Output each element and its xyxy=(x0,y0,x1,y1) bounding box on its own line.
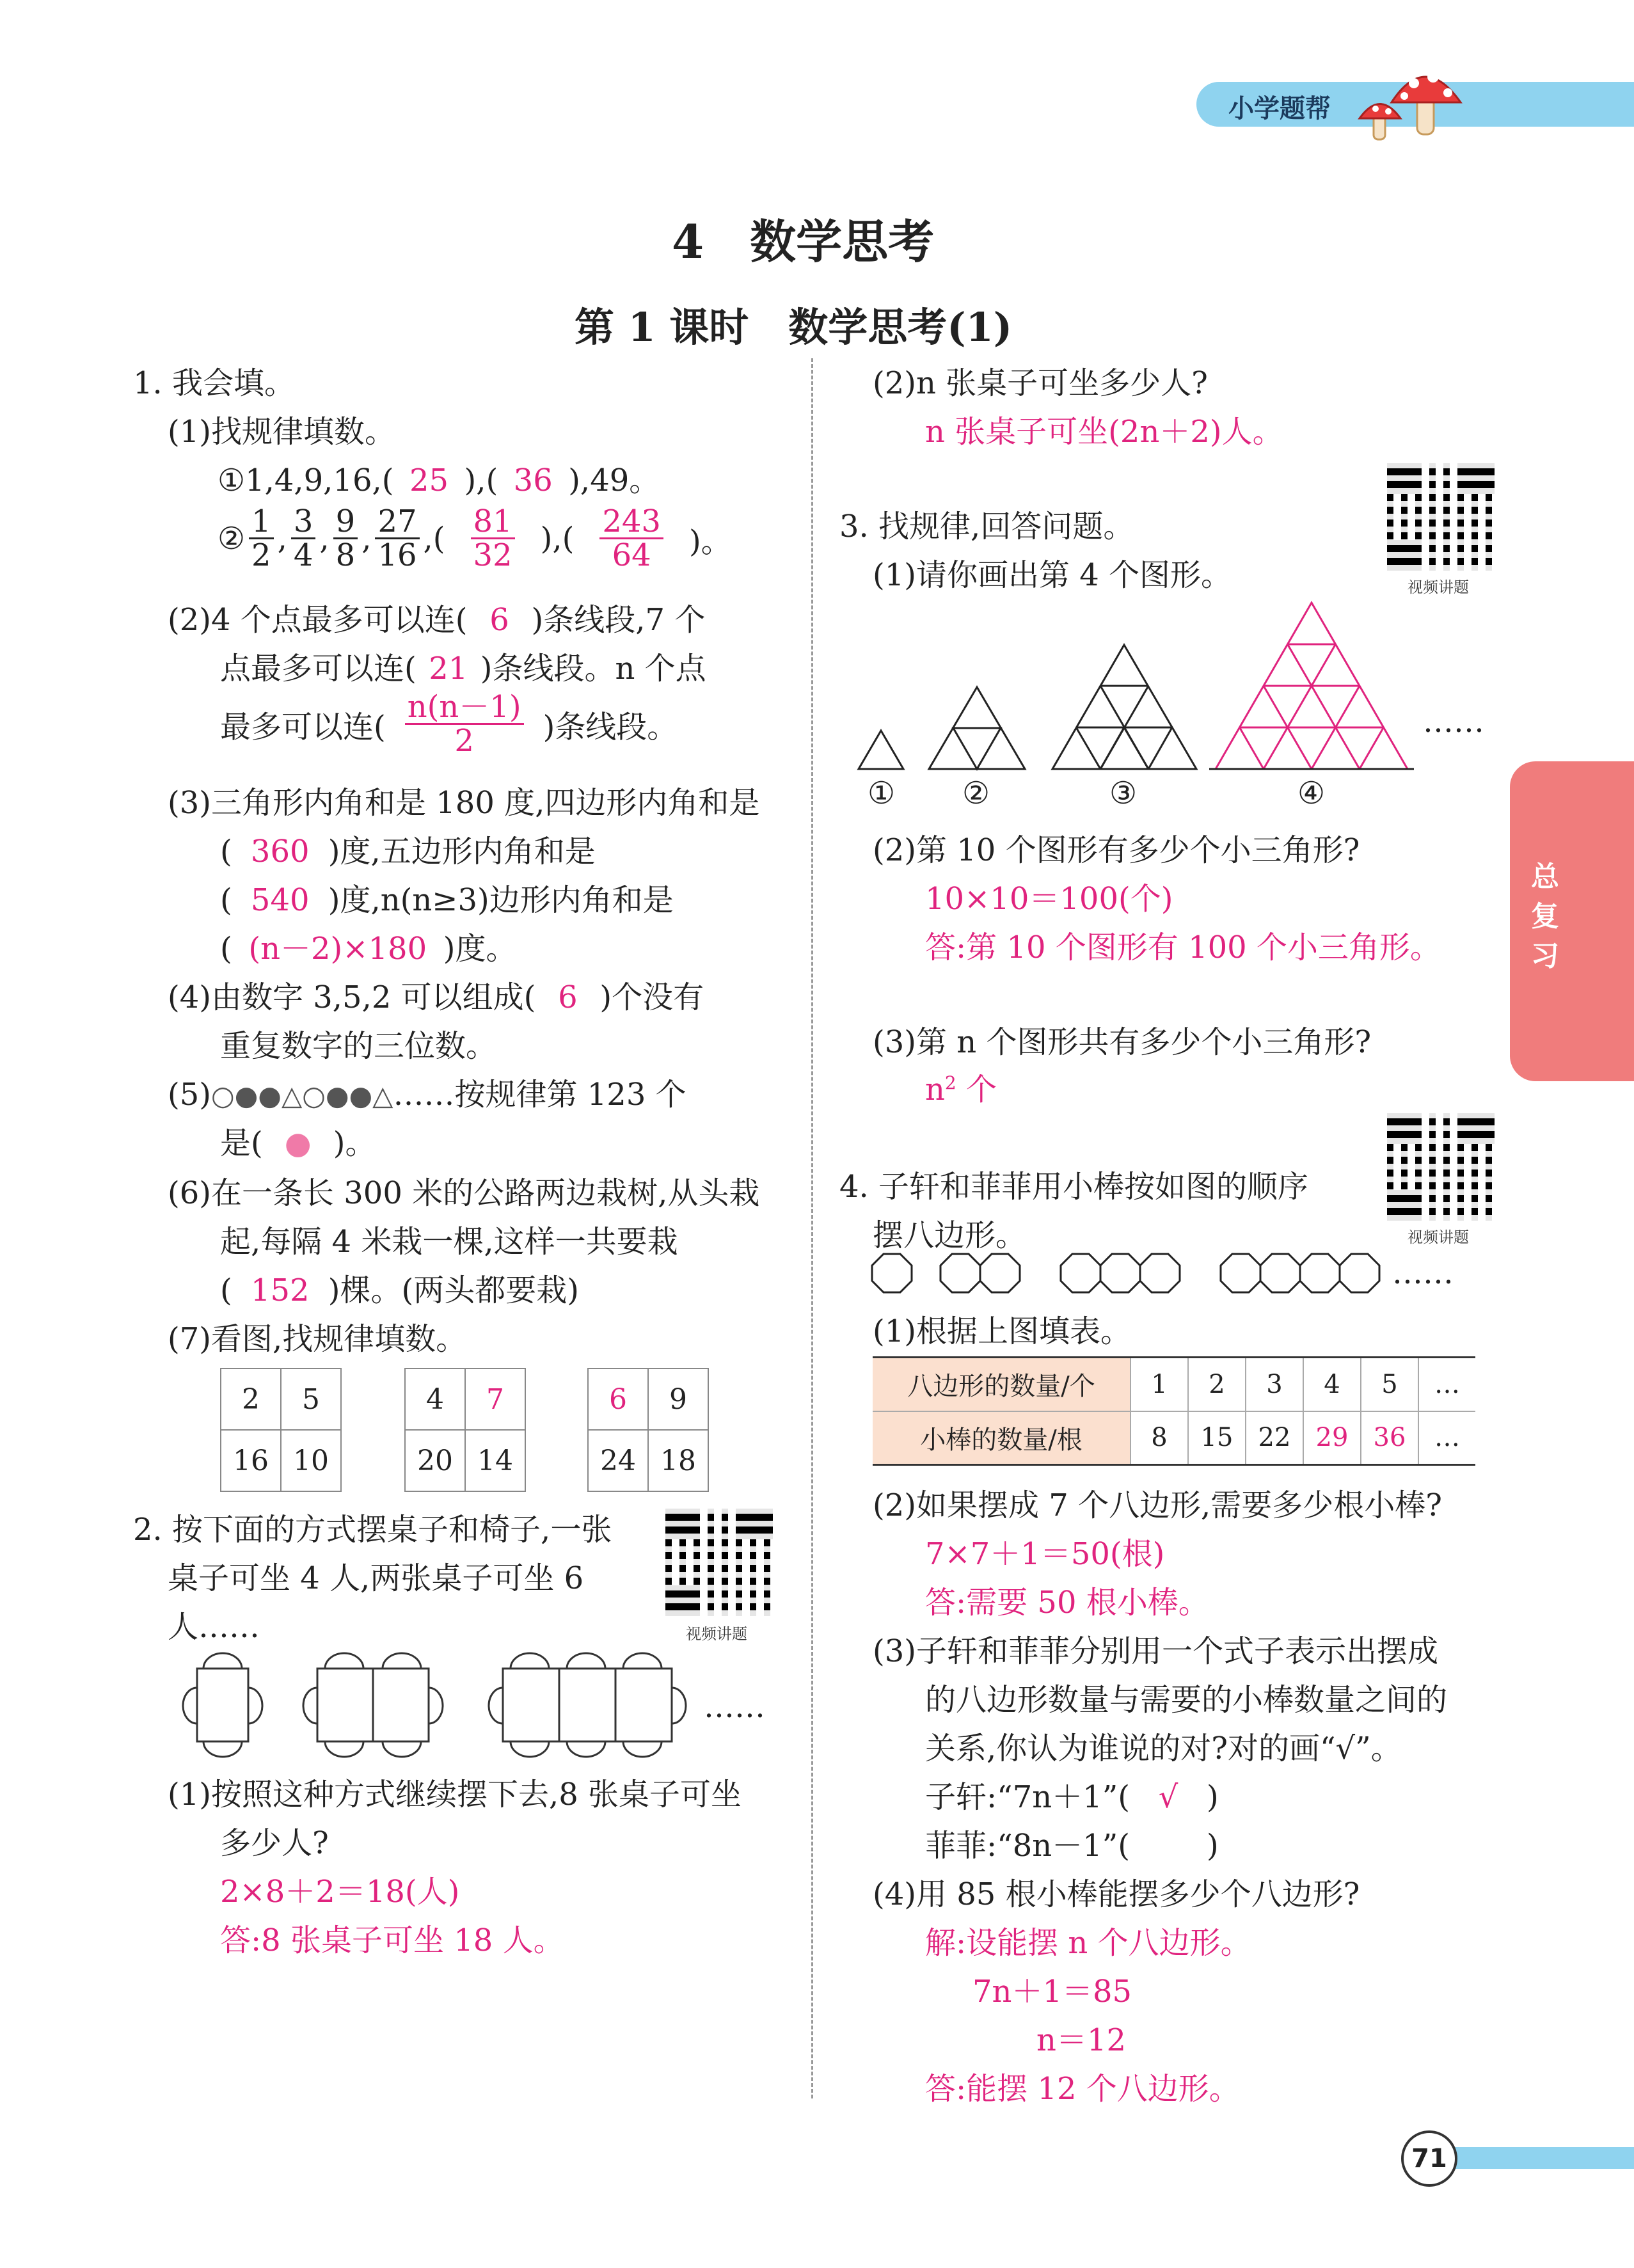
answer: (n－2)×180 xyxy=(248,931,427,967)
column-divider xyxy=(811,358,813,2098)
answer: ● xyxy=(284,1125,312,1161)
q3-ellipsis: …… xyxy=(1423,704,1484,740)
q4-p2-answer: 答:需要 50 根小棒。 xyxy=(925,1585,1209,1621)
answer: 36 xyxy=(513,463,553,498)
q1-p5-line1: (5)○●●△○●●△……按规律第 123 个 xyxy=(168,1077,686,1113)
answer-fraction: $\frac{81}{32}$ xyxy=(471,505,515,572)
q4-line2: 摆八边形。 xyxy=(873,1217,1027,1253)
q4-p4-answer: 答:能摆 12 个八边形。 xyxy=(925,2071,1240,2107)
triangle-figures xyxy=(851,589,1478,787)
q4-p3-feifei: 菲菲:“8n－1”( ) xyxy=(925,1828,1219,1864)
table-cell: 3 xyxy=(1246,1358,1303,1411)
q4-p4-label: (4)用 85 根小棒能摆多少个八边形? xyxy=(873,1876,1360,1912)
table-cell: 5 xyxy=(1361,1358,1418,1411)
q1-p6-line2: 起,每隔 4 米栽一棵,这样一共要栽 xyxy=(220,1224,678,1260)
q4-p2-label: (2)如果摆成 7 个八边形,需要多少根小棒? xyxy=(873,1487,1443,1523)
q4-line1: 4. 子轩和菲菲用小棒按如图的顺序 xyxy=(839,1169,1309,1205)
q2-p1-line1: (1)按照这种方式继续摆下去,8 张桌子可坐 xyxy=(168,1777,742,1812)
shape-pattern: ○●●△○●●△ xyxy=(211,1080,393,1111)
answer: 540 xyxy=(250,882,310,918)
qr-code[interactable] xyxy=(1387,1113,1495,1221)
qr-caption: 视频讲题 xyxy=(686,1625,747,1643)
q4-p2-work: 7×7＋1＝50(根) xyxy=(925,1536,1165,1572)
q1-p1-seq1: ①1,4,9,16,( 25 ),( 36 ),49。 xyxy=(218,463,660,498)
table-cell: 36 xyxy=(1361,1411,1418,1465)
q2-p1-line2: 多少人? xyxy=(220,1825,329,1861)
q4-p4-step2: 7n＋1＝85 xyxy=(972,1974,1132,2010)
q4-p3-line2: 的八边形数量与需要的小棒数量之间的 xyxy=(925,1682,1448,1718)
fig-label-1: ① xyxy=(868,775,896,811)
side-tab-label: 总 复 习 xyxy=(1531,860,1559,972)
q1-p1-label: (1)找规律填数。 xyxy=(168,414,395,450)
q3-p2-work: 10×10＝100(个) xyxy=(925,881,1173,917)
table-cell: 29 xyxy=(1303,1411,1361,1465)
fig-label-3: ③ xyxy=(1109,775,1138,811)
table-cell: 22 xyxy=(1246,1411,1303,1465)
q1-p1-seq2: ② $\frac{1}{2}$ , $\frac{3}{4}$ , $\frac{9}{8}$ , $\frac{27}{16}$ ,( $\frac{81}{32}$ ),( $\frac{243}{64}$ )。 xyxy=(218,504,732,574)
answer-fraction: $\frac{n(n-1)}{2}$ xyxy=(405,691,524,757)
answer: 21 xyxy=(429,651,468,686)
q4-p1: (1)根据上图填表。 xyxy=(873,1313,1131,1349)
q1-p4-line1: (4)由数字 3,5,2 可以组成( 6 )个没有 xyxy=(168,979,704,1015)
qr-caption: 视频讲题 xyxy=(1408,1228,1469,1246)
mushroom-icon xyxy=(1353,58,1468,147)
table-cell: 2 xyxy=(1188,1358,1246,1411)
q4-p4-step1: 解:设能摆 n 个八边形。 xyxy=(925,1925,1251,1961)
qr-caption: 视频讲题 xyxy=(1408,578,1469,596)
page-number: 71 xyxy=(1401,2130,1457,2187)
q1-p2-line3: 最多可以连( $\frac{n(n-1)}{2}$ )条线段。 xyxy=(220,689,678,759)
fig-label-2: ② xyxy=(962,775,990,811)
table-cell: 4 xyxy=(1303,1358,1361,1411)
table-cell: 15 xyxy=(1188,1411,1246,1465)
q3-p2-label: (2)第 10 个图形有多少个小三角形? xyxy=(873,832,1360,868)
chapter-title: 4 数学思考 xyxy=(672,214,935,269)
q4-p4-step3: n＝12 xyxy=(1036,2022,1126,2058)
table-cell: 8 xyxy=(1130,1411,1188,1465)
brand-label: 小学题帮 xyxy=(1228,94,1331,123)
qr-code[interactable] xyxy=(665,1509,773,1616)
check-mark: √ xyxy=(1158,1779,1178,1815)
table-cell: … xyxy=(1418,1411,1475,1465)
answer: 360 xyxy=(250,834,310,869)
q1-p3-line1: (3)三角形内角和是 180 度,四边形内角和是 xyxy=(168,785,760,821)
table-header: 八边形的数量/个 xyxy=(873,1358,1130,1411)
q2-line2: 桌子可坐 4 人,两张桌子可坐 6 xyxy=(168,1560,584,1596)
q1-p2-line2: 点最多可以连( 21 )条线段。n 个点 xyxy=(220,651,706,686)
q3-p1: (1)请你画出第 4 个图形。 xyxy=(873,557,1232,593)
table-cell: 1 xyxy=(1130,1358,1188,1411)
answer-fraction: $\frac{243}{64}$ xyxy=(599,505,663,572)
number-grid-1: 2 5 16 10 xyxy=(220,1368,342,1492)
q1-p7-label: (7)看图,找规律填数。 xyxy=(168,1321,467,1357)
q4-p3-line3: 关系,你认为谁说的对?对的画“√”。 xyxy=(925,1731,1402,1766)
q1-p4-line2: 重复数字的三位数。 xyxy=(220,1028,497,1064)
q1-title: 1. 我会填。 xyxy=(133,365,296,401)
octagon-table xyxy=(873,1356,1475,1466)
q4-ellipsis: …… xyxy=(1392,1255,1454,1291)
answer: 152 xyxy=(250,1273,310,1308)
q1-p5-line2: 是( ● )。 xyxy=(220,1125,376,1161)
q2-ellipsis: …… xyxy=(704,1689,765,1725)
q4-p3-line1: (3)子轩和菲菲分别用一个式子表示出摆成 xyxy=(873,1633,1438,1669)
answer: 6 xyxy=(489,602,509,638)
q2-p2-label: (2)n 张桌子可坐多少人? xyxy=(873,365,1208,401)
qr-code[interactable] xyxy=(1387,463,1495,571)
q1-p6-line3: ( 152 )棵。(两头都要栽) xyxy=(220,1273,579,1308)
octagon-figures xyxy=(870,1248,1433,1299)
q3-title: 3. 找规律,回答问题。 xyxy=(839,509,1134,544)
fig-label-4: ④ xyxy=(1297,775,1326,811)
tables-and-chairs-figure xyxy=(179,1651,793,1759)
answer: 25 xyxy=(409,463,449,498)
lesson-title: 第 1 课时 数学思考(1) xyxy=(575,304,1013,351)
q2-p2-answer: n 张桌子可坐(2n＋2)人。 xyxy=(925,414,1283,450)
number-grid-3: 6 9 24 18 xyxy=(587,1368,709,1492)
q2-line1: 2. 按下面的方式摆桌子和椅子,一张 xyxy=(133,1512,612,1548)
q1-p6-line1: (6)在一条长 300 米的公路两边栽树,从头栽 xyxy=(168,1175,760,1211)
q2-line3: 人…… xyxy=(168,1609,260,1645)
q2-p1-work: 2×8＋2＝18(人) xyxy=(220,1874,460,1910)
answer: 6 xyxy=(558,979,578,1015)
table-header: 小棒的数量/根 xyxy=(873,1411,1130,1465)
q1-p3-line4: ( (n－2)×180 )度。 xyxy=(220,924,516,968)
q1-p3-line3: ( 540 )度,n(n≥3)边形内角和是 xyxy=(220,882,674,918)
table-cell: … xyxy=(1418,1358,1475,1411)
q3-p2-answer: 答:第 10 个图形有 100 个小三角形。 xyxy=(925,930,1441,965)
q1-p2-line1: (2)4 个点最多可以连( 6 )条线段,7 个 xyxy=(168,602,706,638)
number-grid-2: 4 7 20 14 xyxy=(404,1368,526,1492)
q1-p3-line2: ( 360 )度,五边形内角和是 xyxy=(220,834,596,869)
q3-p3-answer: $n^2$ 个 xyxy=(925,1072,997,1107)
q4-p3-zixuan: 子轩:“7n＋1”( √ ) xyxy=(925,1779,1219,1815)
q2-p1-answer: 答:8 张桌子可坐 18 人。 xyxy=(220,1923,564,1958)
q3-p3-label: (3)第 n 个图形共有多少个小三角形? xyxy=(873,1024,1372,1060)
